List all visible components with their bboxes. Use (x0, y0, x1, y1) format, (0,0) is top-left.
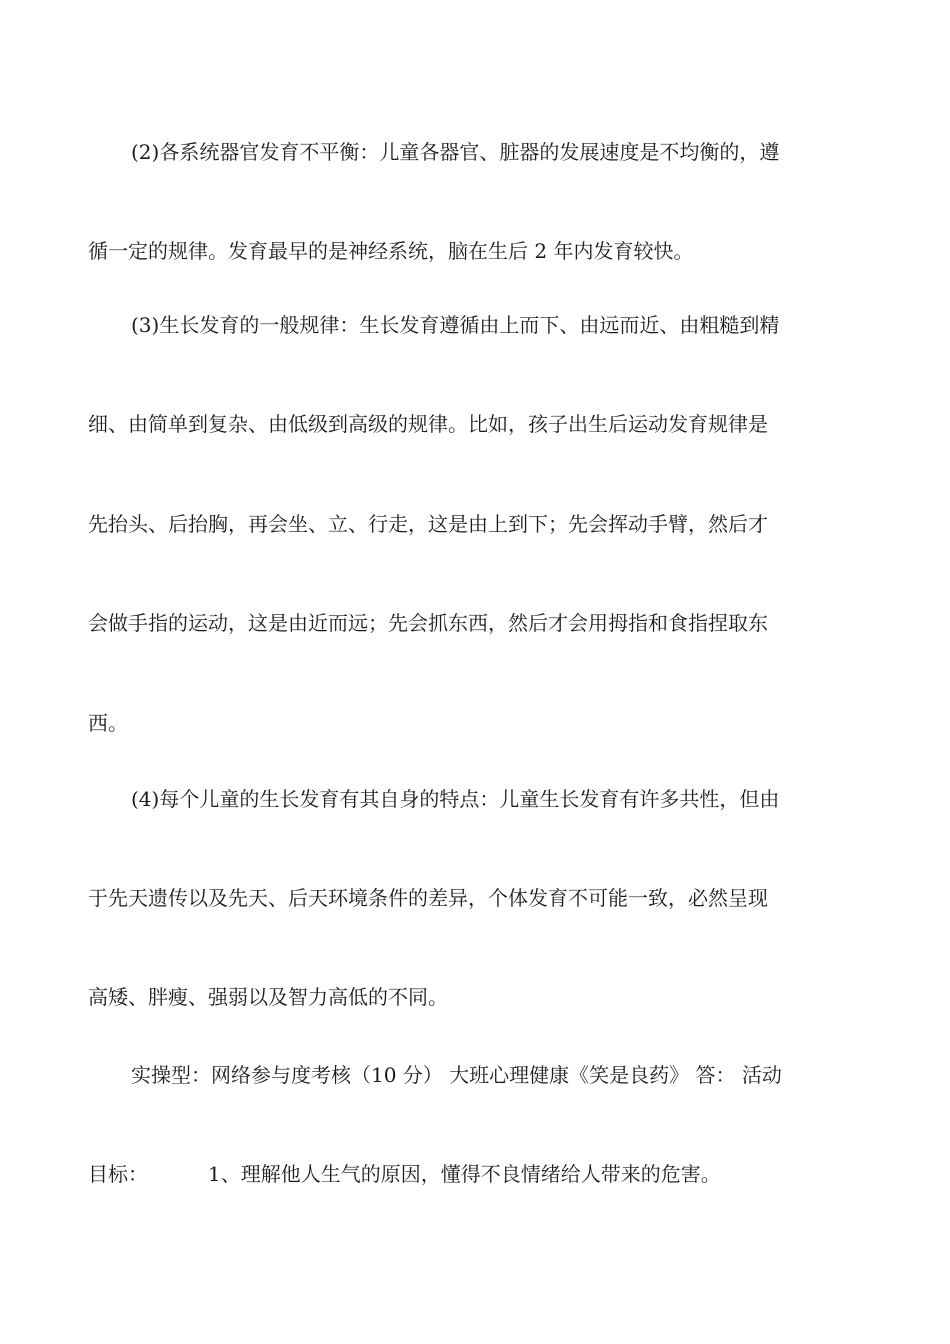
paragraph-4-line-1 (0, 784, 950, 814)
text-line: (2)各系统器官发育不平衡：儿童各器官、脏器的发展速度是不均衡的，遵 (131, 140, 780, 164)
paragraph-2-line-1 (0, 137, 950, 167)
text-line: 先抬头、后抬胸，再会坐、立、行走，这是由上到下；先会挥动手臂，然后才 (88, 512, 768, 536)
paragraph-4-line-3 (0, 982, 950, 1012)
text-line: 细、由简单到复杂、由低级到高级的规律。比如，孩子出生后运动发育规律是 (88, 412, 768, 436)
text-line: 目标： (88, 1162, 148, 1186)
text-line: 实操型：网络参与度考核（10 分） 大班心理健康《笑是良药》 答： 活动 (131, 1063, 782, 1087)
paragraph-3-line-2 (0, 409, 950, 439)
text-line: 1、理解他人生气的原因，懂得不良情绪给人带来的危害。 (208, 1162, 721, 1186)
text-line: 循一定的规律。发育最早的是神经系统，脑在生后 2 年内发育较快。 (88, 239, 694, 263)
text-line: (4)每个儿童的生长发育有其自身的特点：儿童生长发育有许多共性，但由 (131, 787, 780, 811)
text-line: (3)生长发育的一般规律：生长发育遵循由上而下、由远而近、由粗糙到精 (131, 313, 780, 337)
text-line: 会做手指的运动，这是由近而远；先会抓东西，然后才会用拇指和食指捏取东 (88, 611, 768, 635)
paragraph-3-line-4 (0, 608, 950, 638)
text-line: 西。 (88, 711, 128, 735)
paragraph-4-line-2 (0, 883, 950, 913)
text-line: 高矮、胖瘦、强弱以及智力高低的不同。 (88, 985, 448, 1009)
practice-line-1 (0, 1060, 950, 1090)
paragraph-2-line-2 (0, 236, 950, 266)
paragraph-3-line-1 (0, 310, 950, 340)
paragraph-3-line-5 (0, 708, 950, 738)
text-line: 于先天遗传以及先天、后天环境条件的差异，个体发育不可能一致，必然呈现 (88, 886, 768, 910)
practice-line-2 (0, 1159, 950, 1189)
paragraph-3-line-3 (0, 509, 950, 539)
